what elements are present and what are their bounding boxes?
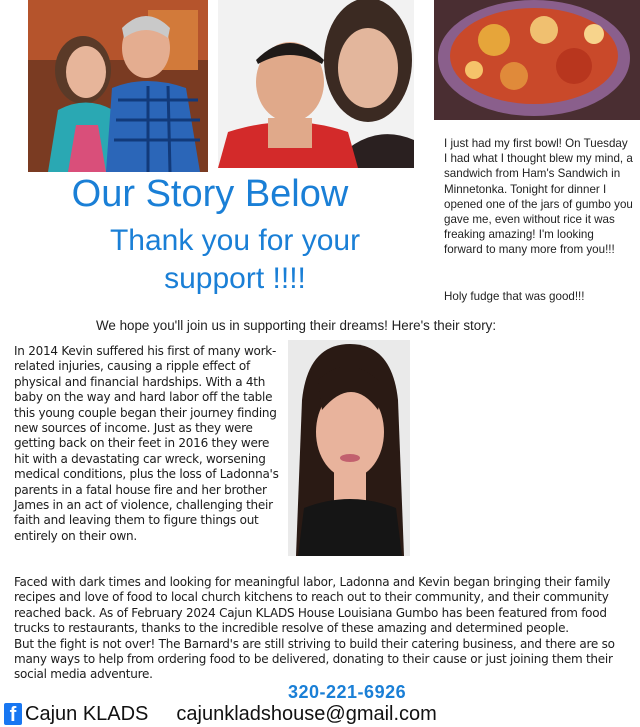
contact-footer (4, 701, 437, 727)
customer-review-signoff: Holy fudge that was good!!! (444, 290, 585, 303)
headline-thank-you (70, 222, 400, 298)
story-paragraph-1: In 2014 Kevin suffered his first of many work-related injuries, causing a ripple effect of physical and financial hardships. With a 4th baby on the way and hard labor off the table this young couple began their journey finding new sources of income. Just as they were getting back on their feet in 2016 they were hit with a devastating car wreck, worsening medical conditions, plus the loss of Ladonna's parents in a fatal house fire and her brother James in an act of violence, challenging their faith and leaving them to figure things out entirely on their own. (14, 344, 279, 543)
headline-thank-you-line1: Thank you for your (109, 224, 361, 257)
gumbo-bowl-photo (434, 0, 640, 120)
facebook-icon[interactable]: f (4, 703, 22, 725)
ladonna-portrait-photo (288, 340, 410, 556)
couple-photo (28, 0, 208, 172)
phone-number[interactable]: 320-221-6926 (288, 682, 407, 702)
headline-thank-you-line2: support !!!! (164, 262, 306, 295)
story-paragraph-3: But the fight is not over! The Barnard's are still striving to build their catering business, and there are so many ways to help from ordering food to be delivered, donating to their cause or just joining them their social media adventure. (14, 636, 615, 682)
story-continued (14, 575, 628, 683)
headline-our-story: Our Story Below (71, 173, 349, 215)
email-address[interactable]: cajunkladshouse@gmail.com (176, 702, 437, 725)
facebook-page-name[interactable]: Cajun KLADS (25, 702, 149, 725)
story-intro: We hope you'll join us in supporting their dreams! Here's their story: (96, 318, 497, 333)
selfie-photo (218, 0, 414, 168)
story-paragraph-2: Faced with dark times and looking for meaningful labor, Ladonna and Kevin began bringing their family recipes and love of food to local church kitchens to reach out to their community, and their community reached back. As of February 2024 Cajun KLADS House Louisiana Gumbo has been featured from food trucks to restaurants, thanks to the incredible resolve of these amazing and determined people. (14, 575, 611, 636)
customer-review: I just had my first bowl! On Tuesday I had what I thought blew my mind, a sandwich from Ham's Sandwich in Minnetonka. Tonight for dinner I opened one of the jars of gumbo you gave me, even without rice it was freaking amazing! I'm looking forward to many more from you!!! (444, 137, 633, 257)
